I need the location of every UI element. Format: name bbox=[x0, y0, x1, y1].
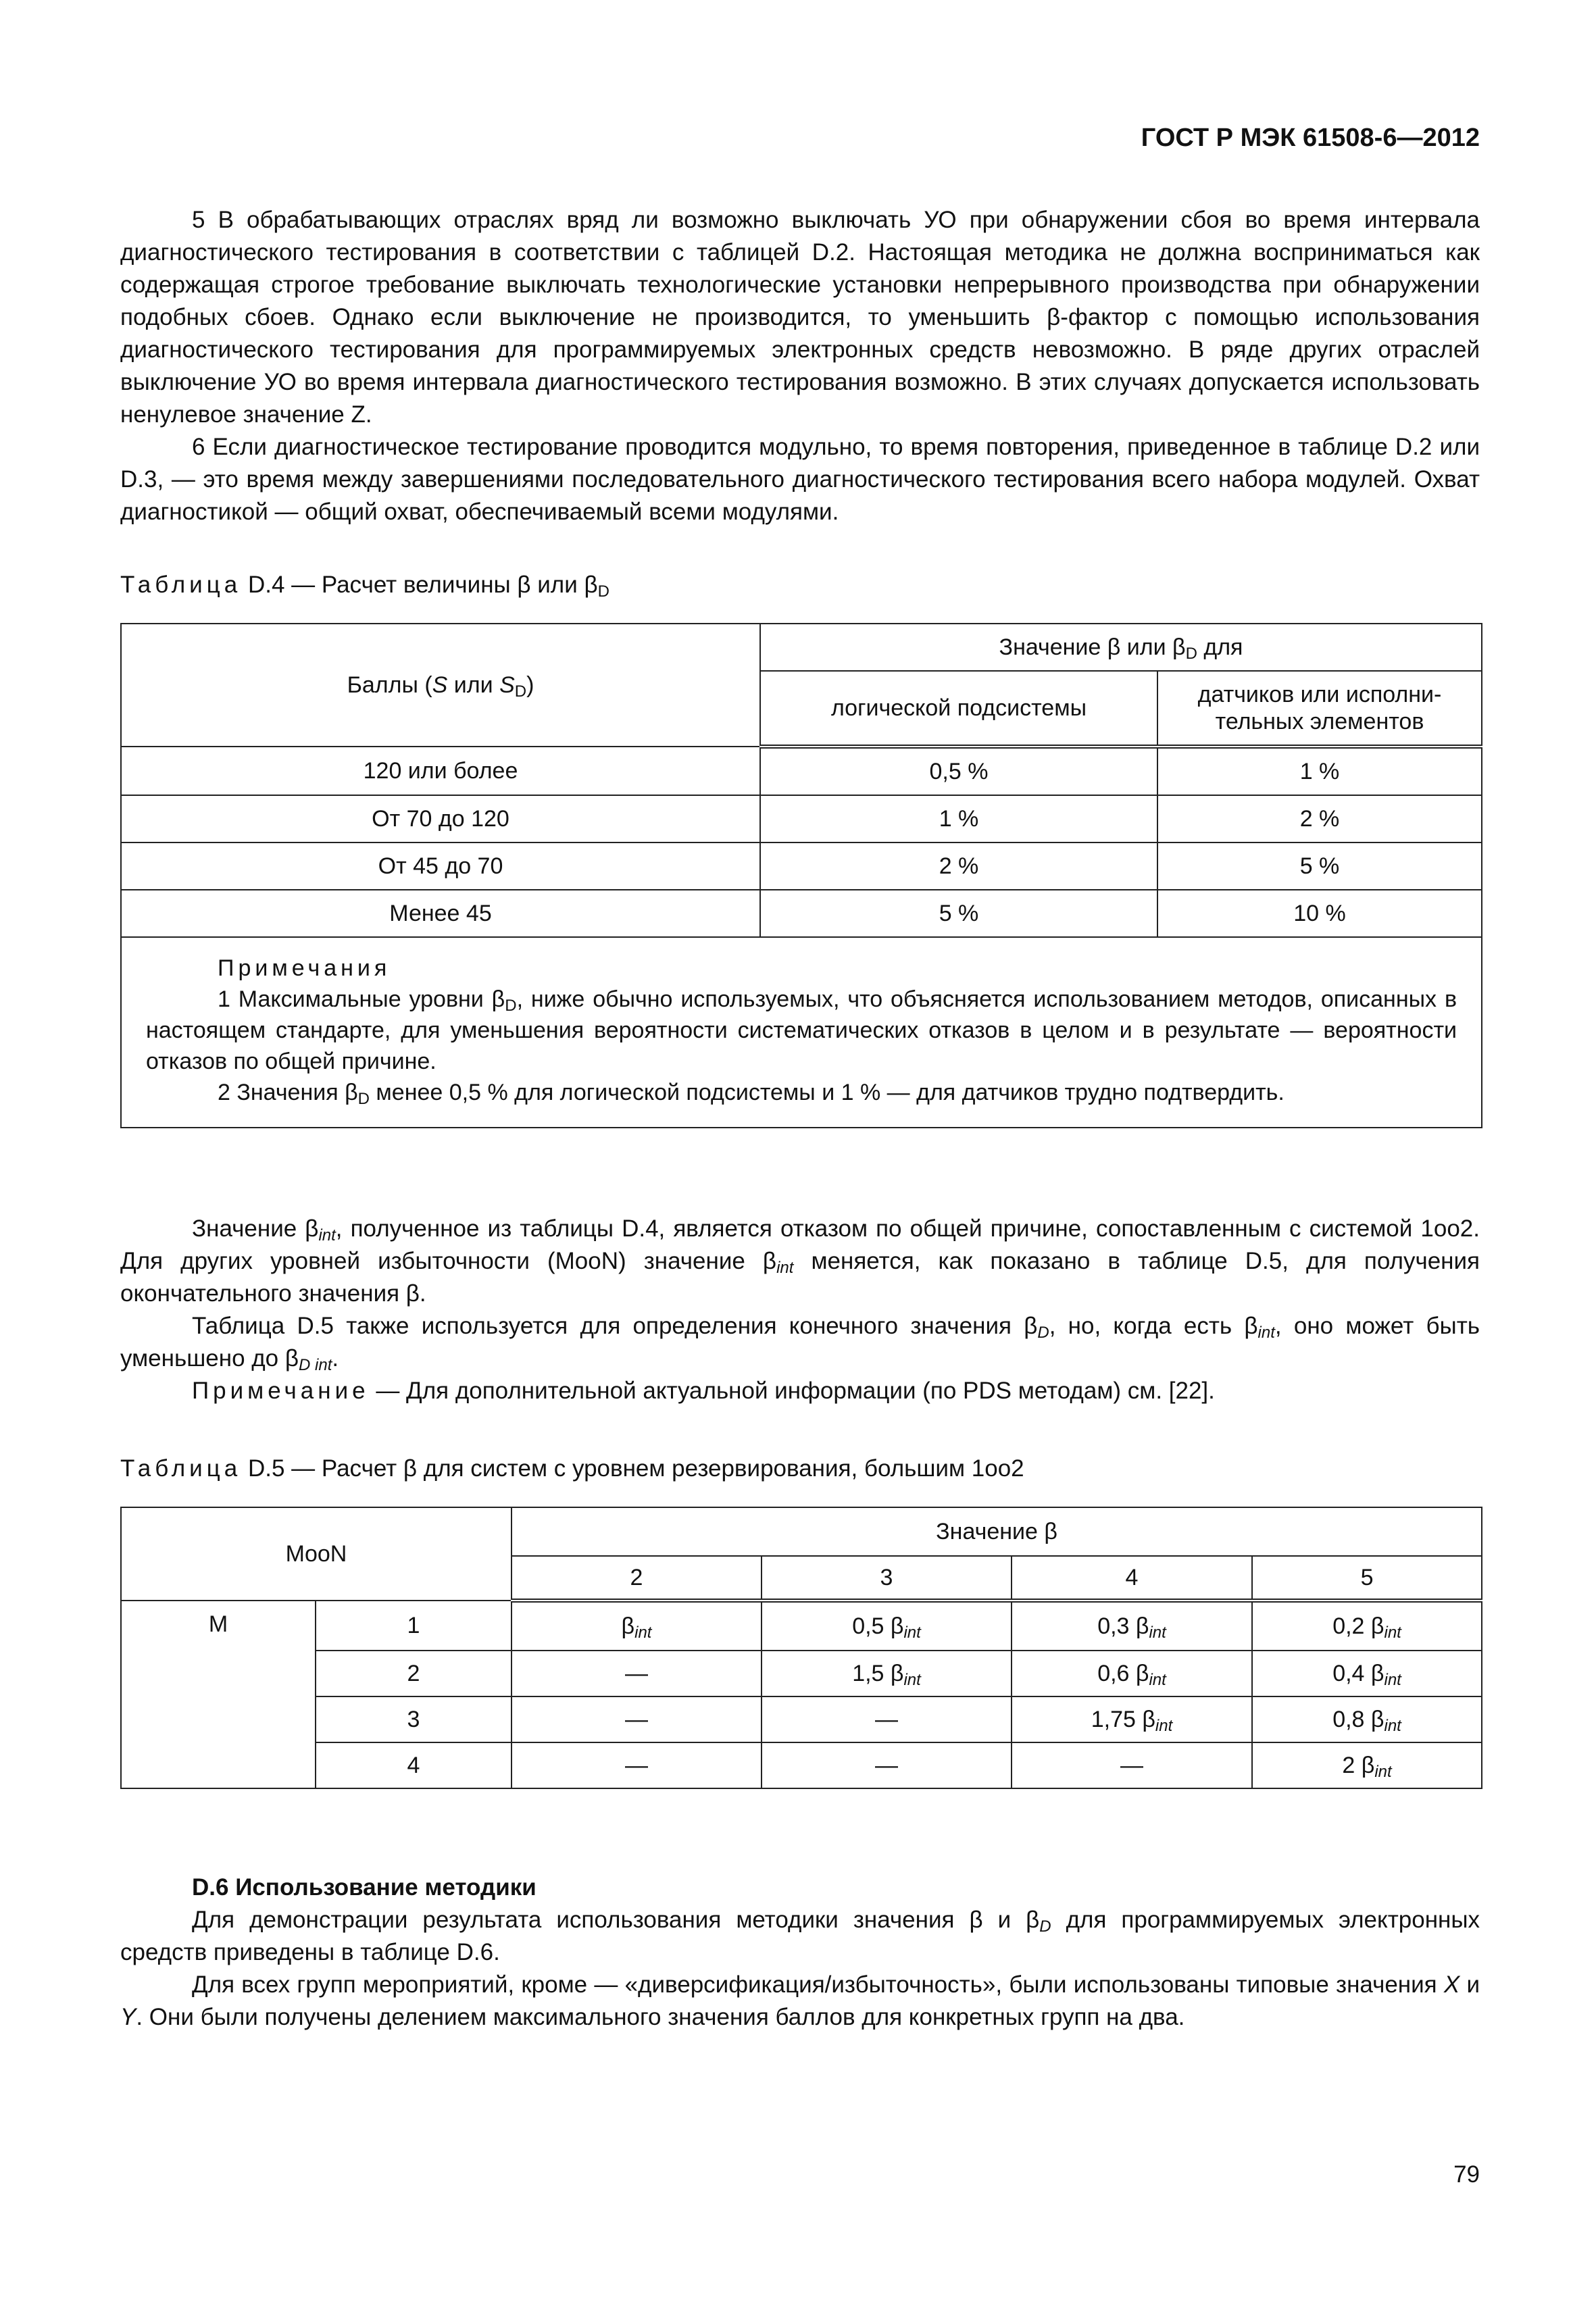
cell-beta: — bbox=[512, 1742, 762, 1788]
note-paragraph: Примечание — Для дополнительной актуальной информации (по PDS методам) см. [22]. bbox=[192, 1378, 1215, 1404]
cell-beta: 0,8 $\beta_{int}$ bbox=[1252, 1696, 1482, 1742]
d6-paragraph-2: Для всех групп мероприятий, кроме — «диверсификация/избыточность», были использованы типовые значения X и Y. Они были получены делением максимального значения баллов для конкретных групп на два. bbox=[120, 1971, 1480, 2030]
note-5-paragraph: 5 В обрабатывающих отраслях вряд ли возможно выключать УО при обнаружении сбоя во время интервала диагностического тестирования в соответствии с таблицей D.2. Настоящая методика не должна восприниматься как содержащая строгое требование выключать технологические установки непрерывного производства при обнаружении подобных сбоев. Однако если выключение не производится, то уменьшить β-фактор с помощью использования диагностического тестирования для программируемых электронных средств невозможно. В ряде других отраслей выключение УО во время интервала диагностического тестирования возможно. В этих случаях допускается использовать ненулевое значение Z. bbox=[120, 207, 1480, 428]
beta-int-paragraph: Значение $\beta_{int}$, полученное из таблицы D.4, является отказом по общей причине, сопоставленным с системой 1oo2. Для других уровней избыточности (MooN) значение $\beta_{int}$ меняется, как показано в таблице D.5, для получения окончательного значения β. bbox=[120, 1215, 1480, 1307]
col-sensors-header: датчиков или исполни- тельных элементов bbox=[1157, 671, 1482, 747]
note-2: 2 Значения $\beta_D$ менее 0,5 % для логической подсистемы и 1 % — для датчиков трудно подтвердить. bbox=[218, 1080, 1285, 1108]
table-row bbox=[121, 1742, 1482, 1788]
cell-sensors: 5 % bbox=[1157, 842, 1482, 890]
cell-beta: 1,75 $\beta_{int}$ bbox=[1012, 1696, 1252, 1742]
document-id: ГОСТ Р МЭК 61508-6—2012 bbox=[1141, 124, 1480, 152]
cell-beta: — bbox=[762, 1696, 1012, 1742]
cell-logic: 0,5 % bbox=[760, 747, 1157, 795]
cell-beta: — bbox=[1012, 1742, 1252, 1788]
cell-logic: 2 % bbox=[760, 842, 1157, 890]
table-d5-caption-word: Таблица bbox=[120, 1455, 242, 1482]
col-group-header: Значение β bbox=[512, 1507, 1482, 1556]
cell-m-value: 4 bbox=[316, 1742, 512, 1788]
cell-m-value: 2 bbox=[316, 1651, 512, 1696]
cell-m-value: 1 bbox=[316, 1601, 512, 1651]
cell-beta: 0,2 $\beta_{int}$ bbox=[1252, 1601, 1482, 1651]
table-d5-usage-paragraph: Таблица D.5 также используется для определения конечного значения $\beta_D$, но, когда есть $\beta_{int}$, оно может быть уменьшено до $\beta_{D int}$. bbox=[120, 1313, 1480, 1374]
section-heading: D.6 Использование методики bbox=[192, 1874, 537, 1901]
cell-beta: — bbox=[512, 1651, 762, 1696]
table-d4-caption-sub: D bbox=[597, 582, 609, 601]
table-notes-row bbox=[121, 937, 1482, 1128]
table-d4-caption-word: Таблица bbox=[120, 572, 242, 598]
table-d5-caption bbox=[120, 1453, 1024, 1485]
cell-beta: — bbox=[512, 1696, 762, 1742]
cell-sensors: 10 % bbox=[1157, 890, 1482, 937]
cell-m-label: M bbox=[121, 1601, 316, 1788]
d6-paragraph-1: Для демонстрации результата использования методики значения β и $\beta_D$ для программируемых электронных средств приведены в таблице D.6. bbox=[120, 1907, 1480, 1965]
cell-beta: 2 $\beta_{int}$ bbox=[1252, 1742, 1482, 1788]
table-d4-caption-text: D.4 — Расчет величины β или β bbox=[247, 572, 598, 598]
cell-score: От 45 до 70 bbox=[121, 842, 760, 890]
cell-m-value: 3 bbox=[316, 1696, 512, 1742]
cell-beta: 0,5 $\beta_{int}$ bbox=[762, 1601, 1012, 1651]
body-text bbox=[120, 1213, 1480, 1407]
section-d6 bbox=[120, 1871, 1480, 2034]
col-logic-header: логической подсистемы bbox=[760, 671, 1157, 747]
table-row bbox=[121, 842, 1482, 890]
col-n-4: 4 bbox=[1012, 1556, 1252, 1601]
notes-title: Примечания bbox=[218, 955, 391, 981]
col-n-5: 5 bbox=[1252, 1556, 1482, 1601]
table-d5 bbox=[120, 1507, 1482, 1789]
cell-score: Менее 45 bbox=[121, 890, 760, 937]
table-row bbox=[121, 1696, 1482, 1742]
col-n-2: 2 bbox=[512, 1556, 762, 1601]
table-row bbox=[121, 890, 1482, 937]
cell-beta: $\beta_{int}$ bbox=[512, 1601, 762, 1651]
cell-logic: 5 % bbox=[760, 890, 1157, 937]
cell-sensors: 1 % bbox=[1157, 747, 1482, 795]
cell-beta: 0,6 $\beta_{int}$ bbox=[1012, 1651, 1252, 1696]
intro-notes bbox=[120, 204, 1480, 528]
note-1: 1 Максимальные уровни $\beta_D$, ниже обычно используемых, что объясняется использованием методов, описанных в настоящем стандарте, для уменьшения вероятности систематических отказов в целом и в результате — вероятности отказов по общей причине. bbox=[146, 986, 1457, 1074]
cell-beta: 0,3 $\beta_{int}$ bbox=[1012, 1601, 1252, 1651]
table-notes bbox=[121, 937, 1482, 1128]
cell-beta: 1,5 $\beta_{int}$ bbox=[762, 1651, 1012, 1696]
col-group-header: Значение β или $\beta_D$ для bbox=[760, 624, 1482, 671]
col-scores-header: Баллы (S или $S_D$) bbox=[121, 624, 760, 747]
note-6-paragraph: 6 Если диагностическое тестирование проводится модульно, то время повторения, приведенное в таблице D.2 или D.3, — это время между завершениями последовательного диагностического тестирования всего набора модулей. Охват диагностикой — общий охват, обеспечиваемый всеми модулями. bbox=[120, 434, 1480, 525]
table-row bbox=[121, 1651, 1482, 1696]
table-d4-caption bbox=[120, 569, 609, 601]
cell-score: 120 или более bbox=[121, 747, 760, 795]
col-moon-header: MooN bbox=[121, 1507, 512, 1601]
table-d5-caption-text: D.5 — Расчет β для систем с уровнем резервирования, большим 1oo2 bbox=[247, 1455, 1024, 1482]
cell-sensors: 2 % bbox=[1157, 795, 1482, 842]
table-row bbox=[121, 1601, 1482, 1651]
cell-beta: — bbox=[762, 1742, 1012, 1788]
table-d4 bbox=[120, 623, 1482, 1128]
cell-beta: 0,4 $\beta_{int}$ bbox=[1252, 1651, 1482, 1696]
page-number: 79 bbox=[1453, 2161, 1480, 2188]
table-row bbox=[121, 795, 1482, 842]
cell-score: От 70 до 120 bbox=[121, 795, 760, 842]
col-n-3: 3 bbox=[762, 1556, 1012, 1601]
table-row bbox=[121, 747, 1482, 795]
cell-logic: 1 % bbox=[760, 795, 1157, 842]
